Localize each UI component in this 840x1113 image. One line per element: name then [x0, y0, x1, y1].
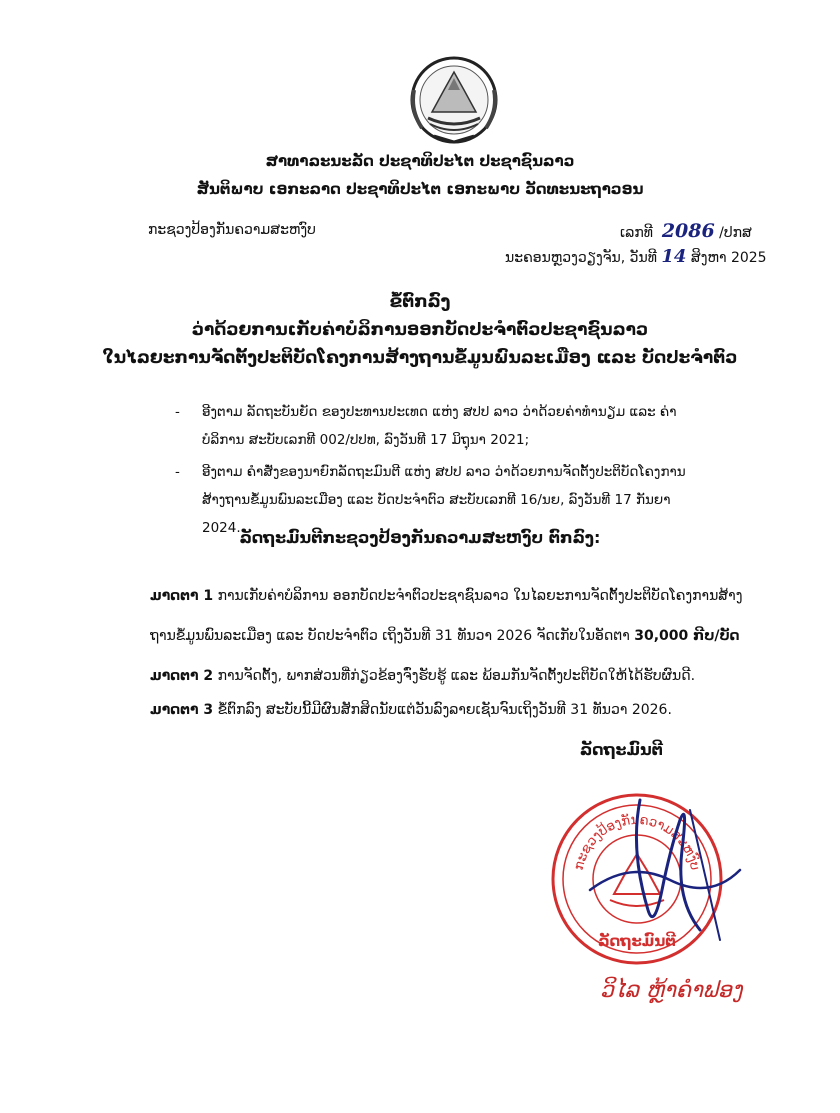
legal-reference-1 — [175, 398, 695, 454]
document-title: ຂໍ້ຕົກລົງ — [389, 292, 451, 312]
reference-suffix: /ປກສ — [719, 225, 752, 241]
article-label: ມາດຕາ 2 — [150, 668, 214, 684]
article-3 — [150, 690, 750, 730]
article-text: ຂໍ້ຕົກລົງ ສະບັບນີ້ມີຜົນສັກສິດນັບແຕ່ວັນລົງລາຍເຊັນຈົນເຖິງວັນທີ 31 ທັນວາ 2026. — [217, 702, 672, 718]
bullet-dash: - — [175, 464, 180, 480]
article-label: ມາດຕາ 1 — [150, 588, 214, 604]
signer-name: ວິໄລ ຫຼ້າຄຳຟອງ — [600, 978, 743, 1003]
reference-number — [620, 220, 752, 242]
reference-label: ເລກທີ — [620, 225, 653, 241]
document-subtitle-1: ວ່າດ້ວຍການເກັບຄ່າບໍລິການອອກບັດປະຈຳຕົວປະຊາຊົນລາວ — [191, 320, 649, 340]
legal-reference-text: ອີງຕາມ ລັດຖະບັນຍັດ ຂອງປະທານປະເທດ ແຫ່ງ ສປປ ລາວ ວ່າດ້ວຍຄ່າທຳນຽມ ແລະ ຄ່າບໍລິການ ສະບັບເລກທີ 002/ປປທ, ລົງວັນທີ 17 ມິຖຸນາ 2021; — [202, 404, 677, 448]
stamp-ring-text: ກະຊວງປ້ອງກັນຄວາມສະຫງົບ — [571, 812, 703, 872]
article-label: ມາດຕາ 3 — [150, 702, 214, 718]
article-amount: 30,000 ກີບ/ບັດ — [634, 628, 740, 644]
date-month-year: ສິງຫາ 2025 — [690, 250, 767, 266]
date-place: ນະຄອນຫຼວງວຽງຈັນ, ວັນທີ — [505, 250, 657, 266]
article-text: ການເກັບຄ່າບໍລິການ ອອກບັດປະຈຳຕົວປະຊາຊົນລາວ ໃນໄລຍະການຈັດຕັ້ງປະຕິບັດໂຄງການສ້າງຖານຂໍ້ມູນພົນລະເມືອງ ແລະ ບັດປະຈຳຕົວ ເຖິງວັນທີ 31 ທັນວາ 2026 ຈັດເກັບໃນອັດຕາ — [150, 588, 743, 644]
national-motto: ສັນຕິພາບ ເອກະລາດ ປະຊາທິປະໄຕ ເອກະພາບ ວັດທະນະຖາວອນ — [196, 180, 644, 198]
minister-title: ລັດຖະມົນຕີ — [580, 740, 663, 759]
date-line — [505, 246, 767, 267]
ministry-name: ກະຊວງປ້ອງກັນຄວາມສະຫງົບ — [148, 222, 316, 238]
reference-number-value: 2086 — [661, 220, 715, 242]
signature-icon — [570, 790, 760, 950]
bullet-dash: - — [175, 404, 180, 420]
stamp-bottom-text: ລັດຖະມົນຕີ — [598, 932, 676, 950]
document-subtitle-2: ໃນໄລຍະການຈັດຕັ້ງປະຕິບັດໂຄງການສ້າງຖານຂໍ້ມູນພົນລະເມືອງ ແລະ ບັດປະຈຳຕົວ — [102, 348, 738, 368]
legal-reference-text: ອີງຕາມ ຄຳສັ່ງຂອງນາຍົກລັດຖະມົນຕີ ແຫ່ງ ສປປ ລາວ ວ່າດ້ວຍການຈັດຕັ້ງປະຕິບັດໂຄງການສ້າງຖານຂໍ້ມູນພົນລະເມືອງ ແລະ ບັດປະຈຳຕົວ ສະບັບເລກທີ 16/ນຍ, ລົງວັນທີ 17 ກັນຍາ 2024. — [202, 464, 686, 536]
date-day: 14 — [661, 246, 687, 267]
country-name: ສາທາລະນະລັດ ປະຊາທິປະໄຕ ປະຊາຊົນລາວ — [265, 152, 575, 170]
article-text: ການຈັດຕັ້ງ, ພາກສ່ວນທີ່ກ່ຽວຂ້ອງຈົ່ງຮັບຮູ້ ແລະ ພ້ອມກັນຈັດຕັ້ງປະຕິບັດໃຫ້ໄດ້ຮັບຜົນດີ. — [217, 668, 696, 684]
article-1 — [150, 576, 750, 656]
decision-heading: ລັດຖະມົນຕີກະຊວງປ້ອງກັນຄວາມສະຫງົບ ຕົກລົງ: — [239, 528, 601, 547]
state-emblem-icon — [404, 50, 504, 146]
